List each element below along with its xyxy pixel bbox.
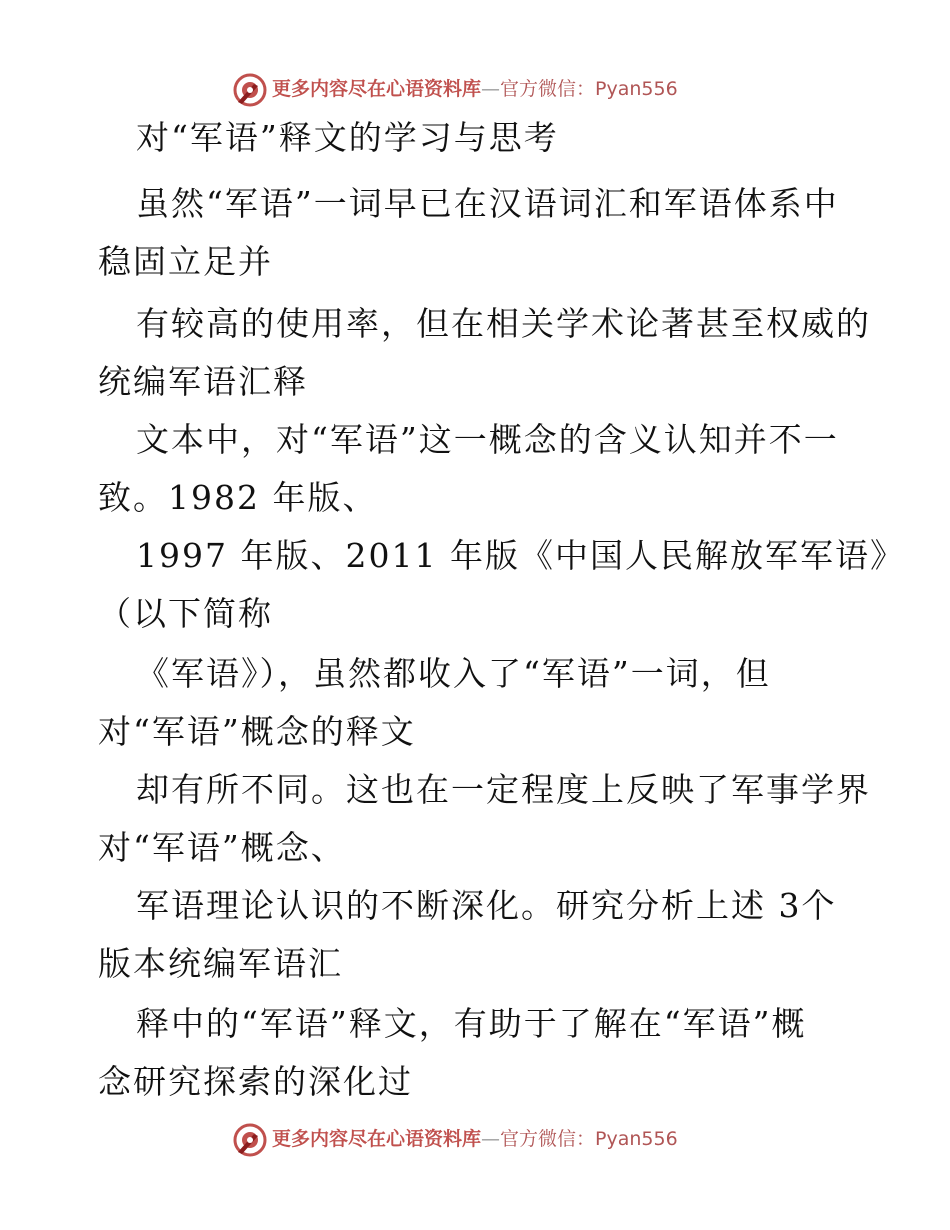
paragraph-line: 虽然“军语”一词早已在汉语词汇和军语体系中 [136,184,839,223]
watermark-separator: — [481,1128,501,1150]
paragraph-line: 释中的“军语”释文，有助于了解在“军语”概 [136,1004,807,1043]
paragraph-line: （以下简称 [98,594,273,633]
paragraph-line: 1997 年版、2011 年版《中国人民解放军军语》 [136,536,905,575]
paragraph-line: 文本中，对“军语”这一概念的含义认知并不一 [136,420,839,459]
header-watermark [0,70,950,110]
document-title: 对“军语”释文的学习与思考 [136,118,559,157]
red-pen-circle-icon [232,72,268,108]
paragraph-line: 念研究探索的深化过 [98,1062,413,1101]
watermark-wechat-text: 官方微信：Pyan556 [500,78,678,100]
paragraph-line: 有较高的使用率，但在相关学术论著甚至权威的 [136,304,871,343]
watermark-main-text: 更多内容尽在心语资料库 [272,78,482,100]
paragraph-line: 统编军语汇释 [98,362,308,401]
paragraph-line: 稳固立足并 [98,242,273,281]
watermark-text [272,76,678,102]
paragraph-line: 却有所不同。这也在一定程度上反映了军事学界 [136,770,871,809]
paragraph-line: 版本统编军语汇 [98,944,343,983]
paragraph-line: 致。1982 年版、 [98,478,378,517]
watermark-main-text: 更多内容尽在心语资料库 [272,1128,482,1150]
paragraph-line: 对“军语”概念的释文 [98,712,416,751]
watermark-wechat-text: 官方微信：Pyan556 [500,1128,678,1150]
paragraph-line: 军语理论认识的不断深化。研究分析上述 3个 [136,886,837,925]
watermark-separator: — [481,78,501,100]
watermark-text [272,1126,678,1152]
paragraph-line: 对“军语”概念、 [98,828,346,867]
paragraph-line: 《军语》），虽然都收入了“军语”一词，但 [136,654,771,693]
footer-watermark [0,1120,950,1160]
red-pen-circle-icon [232,1122,268,1158]
